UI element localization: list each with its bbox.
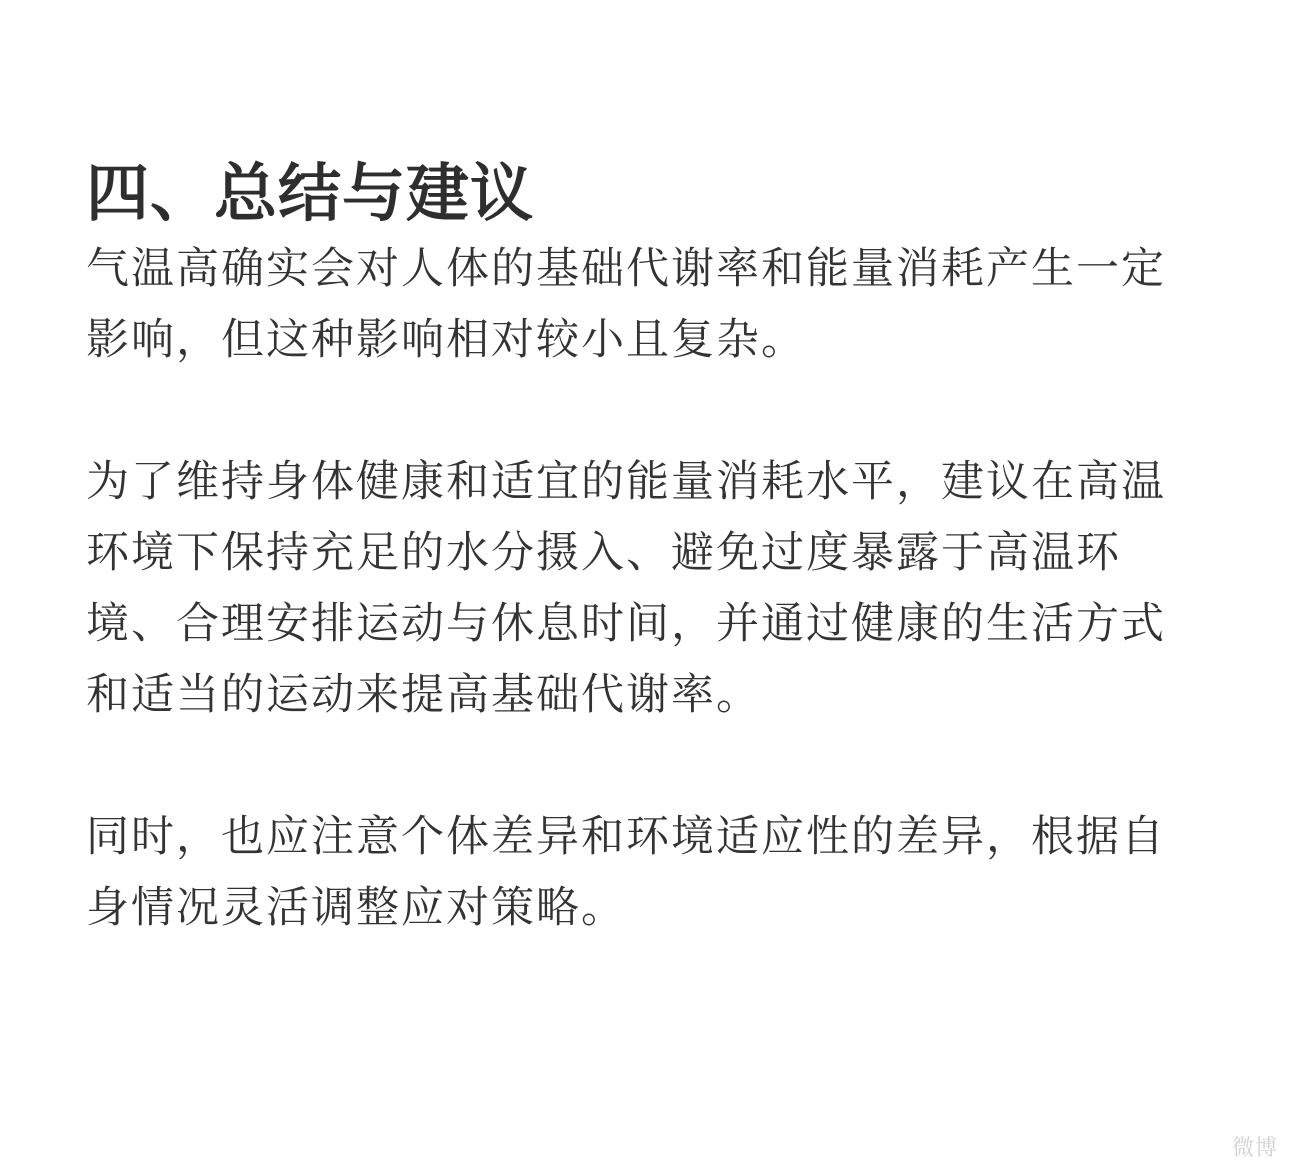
- paragraph-1: 气温高确实会对人体的基础代谢率和能量消耗产生一定影响，但这种影响相对较小且复杂。: [86, 244, 1166, 365]
- paragraph-spacer: [86, 731, 1196, 802]
- paragraph-3: 同时，也应注意个体差异和环境适应性的差异，根据自身情况灵活调整应对策略。: [86, 812, 1166, 933]
- section-heading: 四、总结与建议: [86, 157, 534, 230]
- paragraph-2: 为了维持身体健康和适宜的能量消耗水平，建议在高温环境下保持充足的水分摄入、避免过度暴露于高温环境、合理安排运动与休息时间，并通过健康的生活方式和适当的运动来提高基础代谢率。: [86, 457, 1166, 720]
- article-body: [86, 154, 1196, 944]
- watermark: 微博: [1231, 1136, 1278, 1161]
- paragraph-spacer: [86, 376, 1196, 447]
